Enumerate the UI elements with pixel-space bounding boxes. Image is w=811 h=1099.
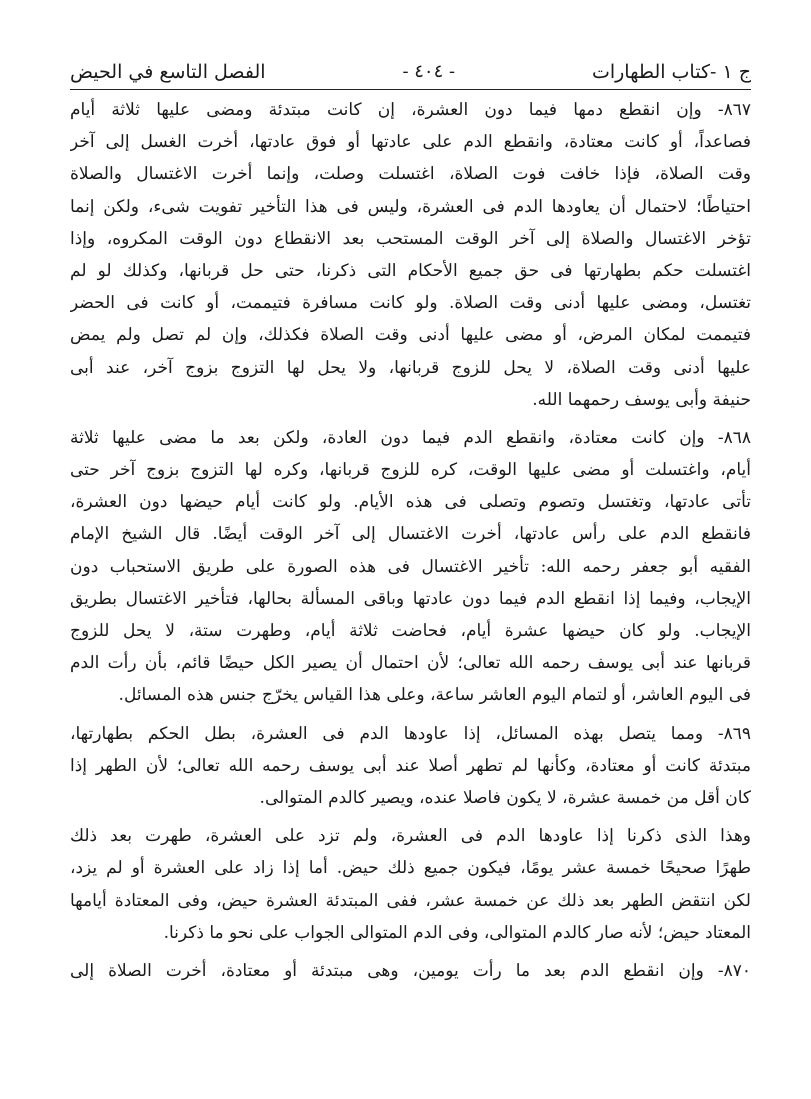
text-line: طهرًا صحيحًا خمسة عشر يومًا، فيكون جميع ذلك حيض. أما إذا زاد على العشرة أو لم يزد، [70, 858, 751, 879]
text-line: ٨٧٠- وإن انقطع الدم بعد ما رأت يومين، وهى مبتدئة أو معتادة، أخرت الصلاة إلى [70, 960, 751, 981]
text-line: الفقيه أبو جعفر رحمه الله: تأخير الاغتسال فى هذه الصورة على طريق الاستحباب دون [70, 556, 751, 577]
paragraph [70, 955, 751, 987]
paragraph [70, 94, 751, 416]
text-line: فصاعداً، أو كانت معتادة، وانقطع الدم على عادتها أو فوق عادتها، أخرت الغسل إلى آخر [70, 132, 751, 153]
text-line: عليها أدنى وقت الصلاة، لا يحل للزوج قربانها، ولا يحل لها التزوج بزوج آخر، عند أبى [70, 357, 751, 378]
text-line: حنيفة وأبى يوسف رحمهما الله. [532, 389, 751, 410]
text-line: ٨٦٨- وإن كانت معتادة، وانقطع الدم فيما دون العادة، ولكن بعد ما مضى عليها ثلاثة [70, 427, 751, 448]
page-number: - ٤٠٤ - [402, 61, 456, 82]
text-line: فانقطع الدم على رأس عادتها، أخرت الاغتسال إلى آخر الوقت أيضًا. قال الشيخ الإمام [70, 524, 751, 545]
text-line: فى اليوم العاشر، أو لتمام اليوم العاشر ساعة، وعلى هذا القياس يخرّج جنس هذه المسائل. [118, 685, 751, 706]
text-line: وهذا الذى ذكرنا إذا عاودها الدم فى العشرة، ولم تزد على العشرة، طهرت بعد ذلك [70, 826, 751, 847]
text-line: تغتسل، ومضى عليها أدنى وقت الصلاة. ولو كانت مسافرة فتيممت، أو كانت فى الحضر [70, 293, 751, 314]
text-line: أيام، واغتسلت أو مضى عليها الوقت، كره للزوج قربانها، وكره لها التزوج بزوج آخر حتى [70, 460, 751, 481]
text-line: تؤخر الاغتسال والصلاة إلى آخر الوقت المستحب بعد الانقطاع دون الوقت المكروه، وإذا [70, 228, 751, 249]
paragraph [70, 820, 751, 949]
text-line: مبتدئة كانت أو معتادة، وكأنها لم تطهر أصلا عند أبى يوسف رحمه الله تعالى؛ لأن الطهر إذا [70, 755, 751, 776]
text-line: المعتاد حيض؛ لأنه صار كالدم المتوالى، وفى الدم المتوالى الجواب على نحو ما ذكرنا. [163, 922, 751, 943]
text-line: قربانها عند أبى يوسف رحمه الله تعالى؛ لأن احتمال أن يصير الكل حيضًا قائم، بأن رأت الدم [70, 653, 751, 674]
volume-book-title: ج ١ -كتاب الطهارات [591, 61, 751, 83]
text-line: الإيجاب. ولو كان حيضها عشرة أيام، فحاضت ثلاثة أيام، وطهرت ستة، لا يحل للزوج [70, 621, 751, 641]
text-line: تأتى عادتها، وتغتسل وتصوم وتصلى فى هذه الأيام. ولو كانت أيام حيضها دون العشرة، [70, 492, 751, 513]
text-line: احتياطًا؛ لاحتمال أن يعاودها الدم فى العشرة، وليس فى هذا التأخير تفويت شىء، ولكن إنما [70, 196, 751, 217]
page-body [70, 94, 751, 987]
text-line: اغتسلت حكم بطهارتها فى حق جميع الأحكام التى ذكرنا، حتى حل قربانها، وكذلك لو لم [70, 260, 751, 281]
chapter-title: الفصل التاسع في الحيض [70, 61, 266, 83]
text-line: لكن انتقض الطهر بعد ذلك عن خمسة عشر، ففى المبتدئة العشرة حيض، وفى المعتادة أيامها [70, 890, 751, 911]
text-line: فتيممت لمكان المرض، أو مضى عليها أدنى وقت الصلاة فكذلك، وإن لم تصل ولم يمض [70, 325, 751, 346]
text-line: ٨٦٩- ومما يتصل بهذه المسائل، إذا عاودها الدم فى العشرة، بطل الحكم بطهارتها، [70, 723, 751, 744]
text-line: وقت الصلاة، فإذا خافت فوت الصلاة، اغتسلت وصلت، وإنما أخرت الاغتسال والصلاة [70, 164, 751, 185]
paragraph [70, 718, 751, 815]
text-line: ٨٦٧- وإن انقطع دمها فيما دون العشرة، إن كانت مبتدئة ومضى عليها ثلاثة أيام [70, 100, 751, 120]
text-line: كان أقل من خمسة عشرة، لا يكون فاصلا عنده، ويصير كالدم المتوالى. [259, 787, 751, 808]
paragraph [70, 422, 751, 712]
page-header [70, 56, 751, 90]
text-line: الإيجاب، وفيما إذا انقطع الدم فيما دون عادتها وباقى المسألة بحالها، فتأخير الاغتسال بطريق [70, 588, 751, 609]
